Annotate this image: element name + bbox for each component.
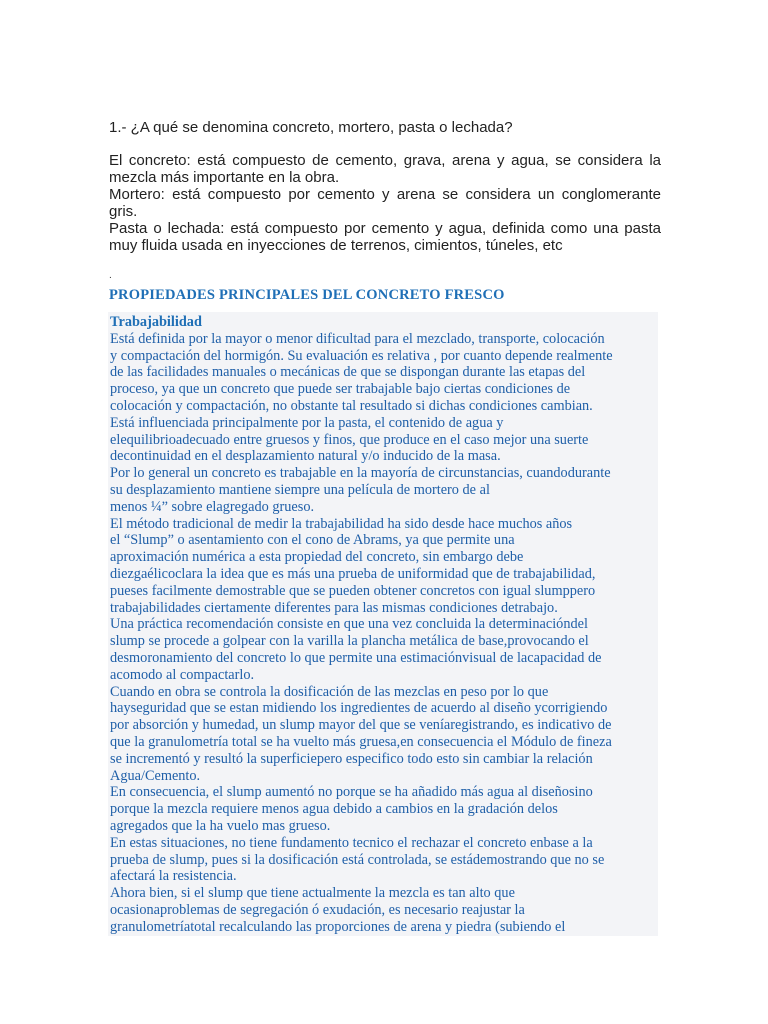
- body-line: Está influenciada principalmente por la pasta, el contenido de agua y: [110, 414, 504, 431]
- body-line: Una práctica recomendación consiste en que una vez concluida la determinacióndel: [110, 616, 588, 633]
- body-line: pueses facilmente demostrable que se pueden obtener concretos con igual slumppero: [110, 582, 596, 599]
- subheading: Trabajabilidad: [110, 314, 202, 330]
- body-line: porque la mezcla requiere menos agua debido a cambios en la gradación delos: [110, 801, 558, 818]
- answer-mortero: Mortero: está compuesto por cemento y arena se considera un conglomerante gris.: [109, 186, 661, 220]
- body-line: y compactación del hormigón. Su evaluación es relativa , por cuanto depende realmente: [110, 347, 613, 364]
- body-line: el “Slump” o asentamiento con el cono de Abrams, ya que permite una: [110, 532, 515, 549]
- question-title: 1.- ¿A qué se denomina concreto, mortero, pasta o lechada?: [109, 119, 513, 136]
- body-line: proceso, ya que un concreto que puede ser trabajable bajo ciertas condiciones de: [110, 381, 571, 398]
- body-line: decontinuidad en el desplazamiento natural y/o inducido de la masa.: [110, 448, 501, 465]
- answer-pasta: Pasta o lechada: está compuesto por cemento y agua, definida como una pasta muy fluida usada en inyecciones de terrenos, cimientos, túneles, etc: [109, 220, 661, 254]
- answer-concreto: El concreto: está compuesto de cemento, grava, arena y agua, se considera la mezcla más importante en la obra.: [109, 152, 661, 186]
- body-line: elequilibrioadecuado entre gruesos y finos, que produce en el caso mejor una suerte: [110, 431, 589, 448]
- body-line: ocasionaproblemas de segregación ó exudación, es necesario reajustar la: [110, 901, 525, 918]
- body-line: su desplazamiento mantiene siempre una película de mortero de al: [110, 481, 490, 498]
- body-line: diezgaélicoclara la idea que es más una prueba de uniformidad que de trabajabilidad,: [110, 565, 596, 582]
- answer-block: [109, 152, 661, 254]
- stray-dot: .: [109, 270, 112, 281]
- body-line: Por lo general un concreto es trabajable en la mayoría de circunstancias, cuandodurante: [110, 465, 611, 482]
- body-line: Agua/Cemento.: [110, 767, 201, 784]
- body-line: se incrementó y resultó la superficiepero especifico todo esto sin cambiar la relación: [110, 750, 593, 767]
- body-line: de las facilidades manuales o mecánicas de que se dispongan durante las etapas del: [110, 364, 586, 381]
- body-line: trabajabilidades ciertamente diferentes para las mismas condiciones detrabajo.: [110, 599, 558, 616]
- body-line: que la granulometría total se ha vuelto más gruesa,en consecuencia el Módulo de fineza: [110, 733, 612, 750]
- body-line: agregados que la ha vuelo mas grueso.: [110, 817, 331, 834]
- body-line: prueba de slump, pues si la dosificación está controlada, se estádemostrando que no se: [110, 851, 605, 868]
- body-line: Está definida por la mayor o menor dificultad para el mezclado, transporte, colocación: [110, 330, 605, 347]
- body-line: granulometríatotal recalculando las proporciones de arena y piedra (subiendo el: [110, 918, 566, 935]
- body-line: desmoronamiento del concreto lo que permite una estimaciónvisual de lacapacidad de: [110, 649, 602, 666]
- body-line: aproximación numérica a esta propiedad del concreto, sin embargo debe: [110, 549, 524, 566]
- body-line: colocación y compactación, no obstante tal resultado si dichas condiciones cambian.: [110, 397, 593, 414]
- body-line: En consecuencia, el slump aumentó no porque se ha añadido más agua al diseñosino: [110, 784, 593, 801]
- body-line: por absorción y humedad, un slump mayor del que se veníaregistrando, es indicativo de: [110, 717, 612, 734]
- body-line: Ahora bien, si el slump que tiene actualmente la mezcla es tan alto que: [110, 885, 515, 902]
- body-line: acomodo al compactarlo.: [110, 666, 255, 683]
- body-line: El método tradicional de medir la trabajabilidad ha sido desde hace muchos años: [110, 515, 573, 532]
- content-box: [108, 312, 658, 936]
- body-line: hayseguridad que se estan midiendo los ingredientes de acuerdo al diseño ycorrigiendo: [110, 700, 608, 717]
- body-text: [108, 312, 658, 935]
- body-line: menos ¼” sobre elagregado grueso.: [110, 498, 315, 515]
- body-line: Cuando en obra se controla la dosificación de las mezclas en peso por lo que: [110, 683, 549, 700]
- body-line: afectará la resistencia.: [110, 868, 237, 885]
- section-heading: PROPIEDADES PRINCIPALES DEL CONCRETO FRESCO: [109, 287, 505, 303]
- body-line: En estas situaciones, no tiene fundamento tecnico el rechazar el concreto enbase a la: [110, 834, 593, 851]
- body-line: slump se procede a golpear con la varilla la plancha metálica de base,provocando el: [110, 633, 589, 650]
